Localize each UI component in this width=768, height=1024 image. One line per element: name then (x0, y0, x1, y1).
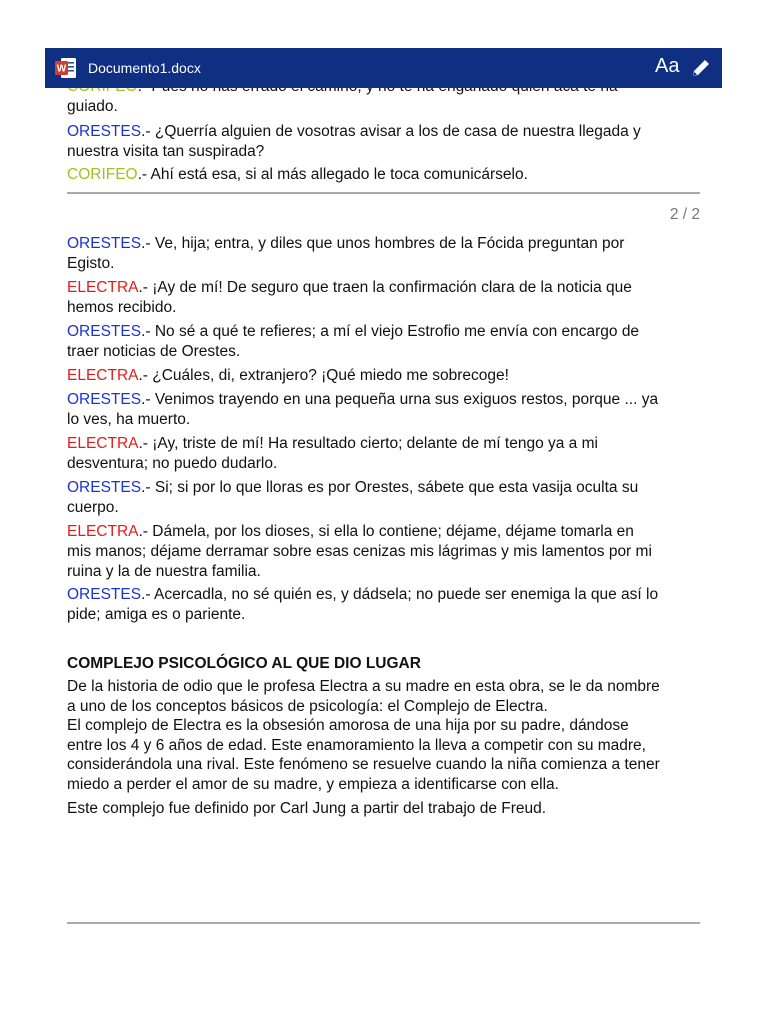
speaker-name: ORESTES (67, 586, 142, 603)
title-bar (45, 48, 722, 88)
line-text: .- Venimos trayendo en una pequeña urna sus exiguos restos, porque ... ya (141, 391, 659, 408)
dialogue-line (67, 498, 703, 518)
dialogue-line (67, 522, 703, 542)
line-text: .- Ve, hija; entra, y diles que unos hombres de la Fócida preguntan por (141, 235, 625, 252)
font-size-button[interactable]: Aa (655, 55, 680, 77)
dialogue-line (67, 254, 703, 274)
line-text: mis manos; déjame derramar sobre esas cenizas mis lágrimas y mis lamentos por mi (67, 543, 652, 560)
page-indicator: 2 / 2 (669, 206, 700, 223)
page-break-divider (67, 192, 700, 194)
speaker-name: ELECTRA (67, 279, 139, 296)
line-text: cuerpo. (67, 499, 119, 516)
dialogue-line (67, 342, 703, 362)
speaker-name: ORESTES (67, 123, 142, 140)
dialogue-line (67, 366, 703, 386)
line-text: .- ¡Ay de mí! De seguro que traen la confirmación clara de la noticia que (138, 279, 632, 296)
line-text: ruina y la de nuestra familia. (67, 563, 261, 580)
line-text: .- ¿Querría alguien de vosotras avisar a los de casa de nuestra llegada y (141, 123, 641, 140)
speaker-name: ELECTRA (67, 367, 139, 384)
dialogue-line (67, 97, 703, 117)
dialogue-line (67, 122, 703, 142)
line-text: .- Acercadla, no sé quién es, y dádsela; no puede ser enemiga la que así lo (141, 586, 659, 603)
speaker-name: ORESTES (67, 391, 142, 408)
dialogue-line (67, 298, 703, 318)
line-text: Egisto. (67, 255, 115, 272)
speaker-name: ELECTRA (67, 435, 139, 452)
dialogue-line (67, 478, 703, 498)
paragraph-line: Este complejo fue definido por Carl Jung a partir del trabajo de Freud. (67, 800, 547, 817)
word-icon (54, 56, 78, 80)
line-text: .- No sé a qué te refieres; a mí el viejo Estrofio me envía con encargo de (141, 323, 640, 340)
dialogue-line (67, 234, 703, 254)
dialogue-line (67, 278, 703, 298)
dialogue-line (67, 605, 703, 625)
line-text: .- Dámela, por los dioses, si ella lo contiene; déjame, déjame tomarla en (138, 523, 634, 540)
paragraph-line: a uno de los conceptos básicos de psicología: el Complejo de Electra. (67, 698, 548, 715)
svg-text:W: W (56, 63, 67, 75)
paragraph-line: De la historia de odio que le profesa Electra a su madre en esta obra, se le da nombre (67, 678, 660, 695)
dialogue-line (67, 410, 703, 430)
document-title: Documento1.docx (88, 60, 201, 76)
paragraph-line: El complejo de Electra es la obsesión amorosa de una hija por su padre, dándose (67, 717, 629, 734)
section-heading: COMPLEJO PSICOLÓGICO AL QUE DIO LUGAR (67, 655, 421, 672)
speaker-name: ELECTRA (67, 523, 139, 540)
line-text: pide; amiga es o pariente. (67, 606, 246, 623)
dialogue-line (67, 390, 703, 410)
dialogue-line (67, 165, 703, 185)
dialogue-line (67, 142, 703, 162)
line-text: desventura; no puedo dudarlo. (67, 455, 278, 472)
line-text: .- ¡Ay, triste de mí! Ha resultado cierto; delante de mí tengo ya a mi (138, 435, 598, 452)
paragraph-line: considerándola una rival. Este fenómeno se resuelve cuando la niña comienza a tener (67, 756, 660, 773)
line-text: nuestra visita tan suspirada? (67, 143, 265, 160)
line-text: .- Ahí está esa, si al más allegado le toca comunicárselo. (137, 166, 528, 183)
speaker-name: CORIFEO (67, 166, 138, 183)
speaker-name: ORESTES (67, 479, 142, 496)
dialogue-line (67, 562, 703, 582)
dialogue-line (67, 542, 703, 562)
dialogue-line (67, 585, 703, 605)
paragraph-line: entre los 4 y 6 años de edad. Este enamoramiento la lleva a competir con su madre, (67, 737, 646, 754)
paragraph-line: miedo a perder el amor de su madre, y empieza a identificarse con ella. (67, 776, 559, 793)
line-text: .- Si; si por lo que lloras es por Orestes, sábete que esta vasija oculta su (141, 479, 639, 496)
line-text: guiado. (67, 98, 118, 115)
pencil-icon[interactable] (689, 56, 713, 80)
dialogue-line (67, 454, 703, 474)
line-text: lo ves, ha muerto. (67, 411, 191, 428)
line-text: traer noticias de Orestes. (67, 343, 241, 360)
speaker-name: ORESTES (67, 323, 142, 340)
page-bottom-divider (67, 922, 700, 924)
line-text: hemos recibido. (67, 299, 177, 316)
speaker-name: ORESTES (67, 235, 142, 252)
dialogue-line (67, 434, 703, 454)
dialogue-line (67, 322, 703, 342)
line-text: .- ¿Cuáles, di, extranjero? ¡Qué miedo me sobrecoge! (138, 367, 509, 384)
